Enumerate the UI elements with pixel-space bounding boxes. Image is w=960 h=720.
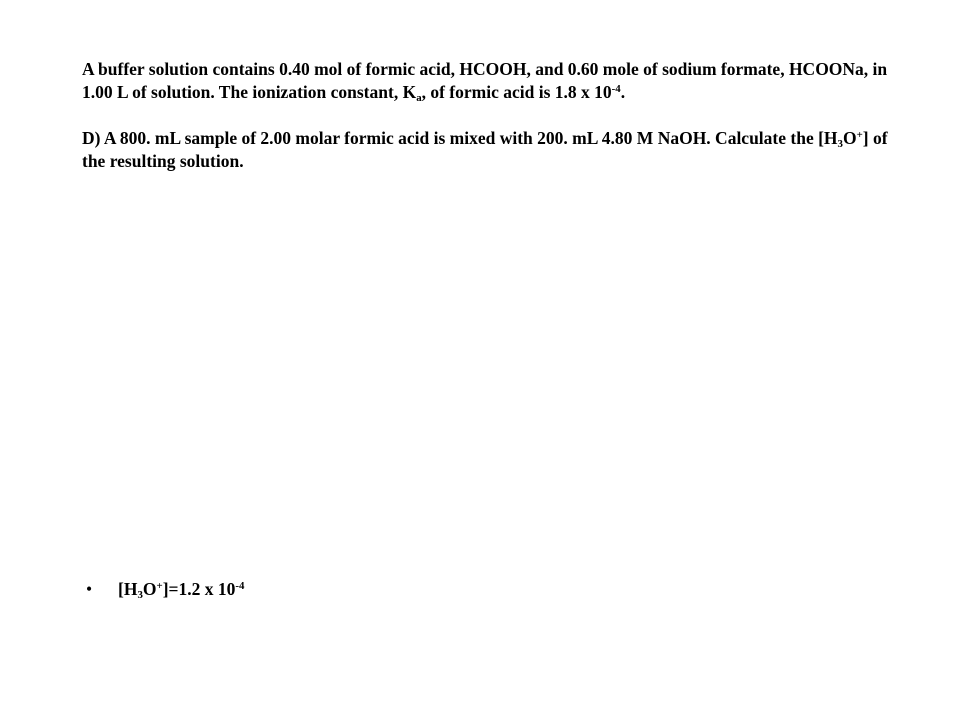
answer-exponent: -4 (235, 580, 245, 593)
intro-paragraph (82, 58, 902, 104)
ka-exponent: -4 (611, 83, 621, 96)
intro-text-1: A buffer solution contains 0.40 mol of formic acid, HCOOH, and 0.60 mole of sodium formate, HCOONa, in 1.00 L of solution. The ionization constant, K (82, 59, 888, 102)
hydronium-subscript: 3 (837, 138, 843, 151)
answer-text (118, 578, 244, 601)
answer-h-subscript: 3 (137, 589, 143, 602)
question-paragraph (82, 127, 902, 173)
paragraph-spacer (82, 104, 902, 127)
intro-text-3: . (620, 82, 626, 102)
problem-text (82, 58, 902, 173)
hydronium-oxygen: O (842, 128, 857, 148)
answer-open: [H (118, 579, 138, 599)
intro-text-2: , of formic acid is 1.8 x 10 (421, 82, 612, 102)
question-text-1: D) A 800. mL sample of 2.00 molar formic acid is mixed with 200. mL 4.80 M NaOH. Calculate the [H (82, 128, 838, 148)
question-text-2: ] of the resulting solution. (82, 128, 888, 171)
answer-oxygen: O (142, 579, 157, 599)
answer-value: ]=1.2 x 10 (162, 579, 236, 599)
answer-line (86, 578, 686, 601)
bullet-icon: • (86, 579, 93, 599)
hydronium-charge: + (856, 129, 863, 142)
ka-subscript: a (416, 92, 422, 105)
answer-charge: + (156, 580, 163, 593)
